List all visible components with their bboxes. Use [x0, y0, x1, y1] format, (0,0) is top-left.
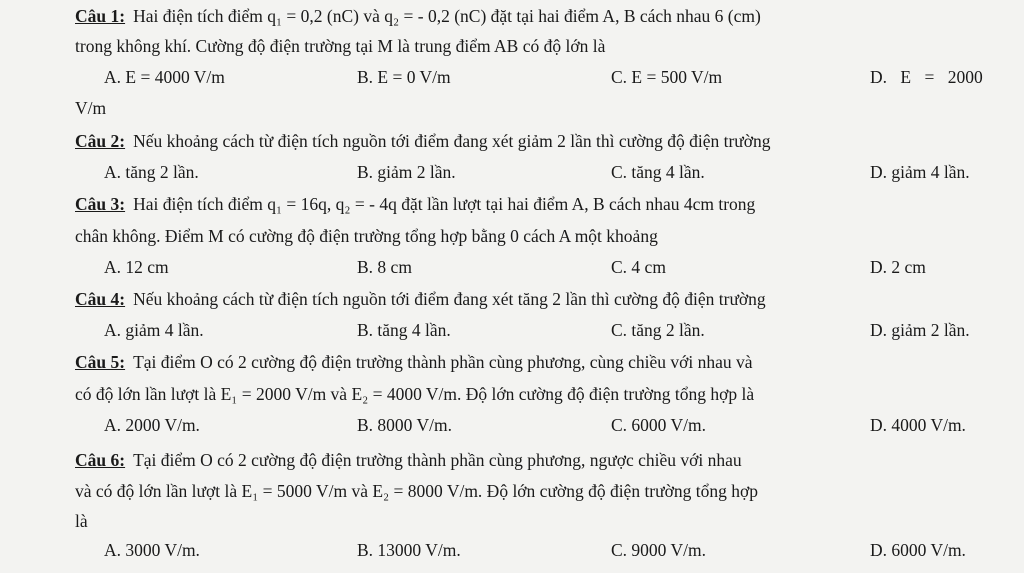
question-3-option-b: B. 8 cm [357, 257, 412, 277]
question-1-text-1: Hai điện tích điểm q₁ = 0,2 (nC) và q₂ = - 0,2 (nC) đặt tại hai điểm A, B cách nhau 6 (cm) [133, 6, 761, 26]
question-5-text-1: Tại điểm O có 2 cường độ điện trường thành phần cùng phương, cùng chiều với nhau và [133, 352, 753, 372]
question-6-text-1: Tại điểm O có 2 cường độ điện trường thành phần cùng phương, ngược chiều với nhau [133, 450, 742, 470]
question-4-option-c: C. tăng 2 lần. [611, 320, 705, 340]
question-1-option-d: D. E = 2000 [870, 67, 983, 87]
question-3-text-1: Hai điện tích điểm q₁ = 16q, q₂ = - 4q đặt lần lượt tại hai điểm A, B cách nhau 4cm trong [133, 194, 756, 214]
question-4-text-1: Nếu khoảng cách từ điện tích nguồn tới điểm đang xét tăng 2 lần thì cường độ điện trường [133, 289, 766, 309]
question-4-option-a: A. giảm 4 lần. [104, 320, 204, 340]
question-1-option-a: A. E = 4000 V/m [104, 67, 225, 87]
question-3-line-1 [75, 193, 1008, 215]
question-1-line-1 [75, 5, 1008, 27]
question-5-options [0, 414, 1008, 436]
question-1-options [0, 66, 1008, 88]
question-3-option-d: D. 2 cm [870, 257, 926, 277]
question-2-text-1: Nếu khoảng cách từ điện tích nguồn tới điểm đang xét giảm 2 lần thì cường độ điện trường [133, 131, 771, 151]
question-5-label: Câu 5: [75, 352, 126, 372]
question-4-options [0, 319, 1008, 341]
question-2-option-d: D. giảm 4 lần. [870, 162, 970, 182]
question-4-label: Câu 4: [75, 289, 126, 309]
question-5-option-b: B. 8000 V/m. [357, 415, 452, 435]
question-5-option-c: C. 6000 V/m. [611, 415, 706, 435]
question-1-label: Câu 1: [75, 6, 126, 26]
question-6-option-b: B. 13000 V/m. [357, 540, 461, 560]
question-6-option-d: D. 6000 V/m. [870, 540, 966, 560]
question-6-line-1 [75, 449, 1008, 471]
question-1-line-2: trong không khí. Cường độ điện trường tại M là trung điểm AB có độ lớn là [75, 36, 606, 56]
question-3-option-c: C. 4 cm [611, 257, 666, 277]
question-4-option-b: B. tăng 4 lần. [357, 320, 451, 340]
question-3-options [0, 256, 1008, 278]
question-2-options [0, 161, 1008, 183]
question-2-option-c: C. tăng 4 lần. [611, 162, 705, 182]
question-6-line-2: và có độ lớn lần lượt là E₁ = 5000 V/m và E₂ = 8000 V/m. Độ lớn cường độ điện trường tổng hợp [75, 481, 758, 501]
question-3-label: Câu 3: [75, 194, 126, 214]
question-2-label: Câu 2: [75, 131, 126, 151]
question-3-line-2: chân không. Điểm M có cường độ điện trường tổng hợp bằng 0 cách A một khoảng [75, 226, 658, 246]
question-6-label: Câu 6: [75, 450, 126, 470]
question-6-option-c: C. 9000 V/m. [611, 540, 706, 560]
question-2-option-a: A. tăng 2 lần. [104, 162, 199, 182]
question-5-option-d: D. 4000 V/m. [870, 415, 966, 435]
question-6-options [0, 539, 1008, 561]
question-5-line-1 [75, 351, 1008, 373]
question-1-option-c: C. E = 500 V/m [611, 67, 723, 87]
question-4-option-d: D. giảm 2 lần. [870, 320, 970, 340]
question-3-option-a: A. 12 cm [104, 257, 169, 277]
question-1-option-b: B. E = 0 V/m [357, 67, 451, 87]
question-6-line-3: là [75, 511, 88, 531]
question-5-option-a: A. 2000 V/m. [104, 415, 200, 435]
question-5-line-2: có độ lớn lần lượt là E₁ = 2000 V/m và E₂ = 4000 V/m. Độ lớn cường độ điện trường tổng hợp là [75, 384, 755, 404]
question-6-option-a: A. 3000 V/m. [104, 540, 200, 560]
question-2-line-1 [75, 130, 1008, 152]
question-2-option-b: B. giảm 2 lần. [357, 162, 456, 182]
question-4-line-1 [75, 288, 1008, 310]
question-1-option-d-continued: V/m [75, 98, 107, 118]
